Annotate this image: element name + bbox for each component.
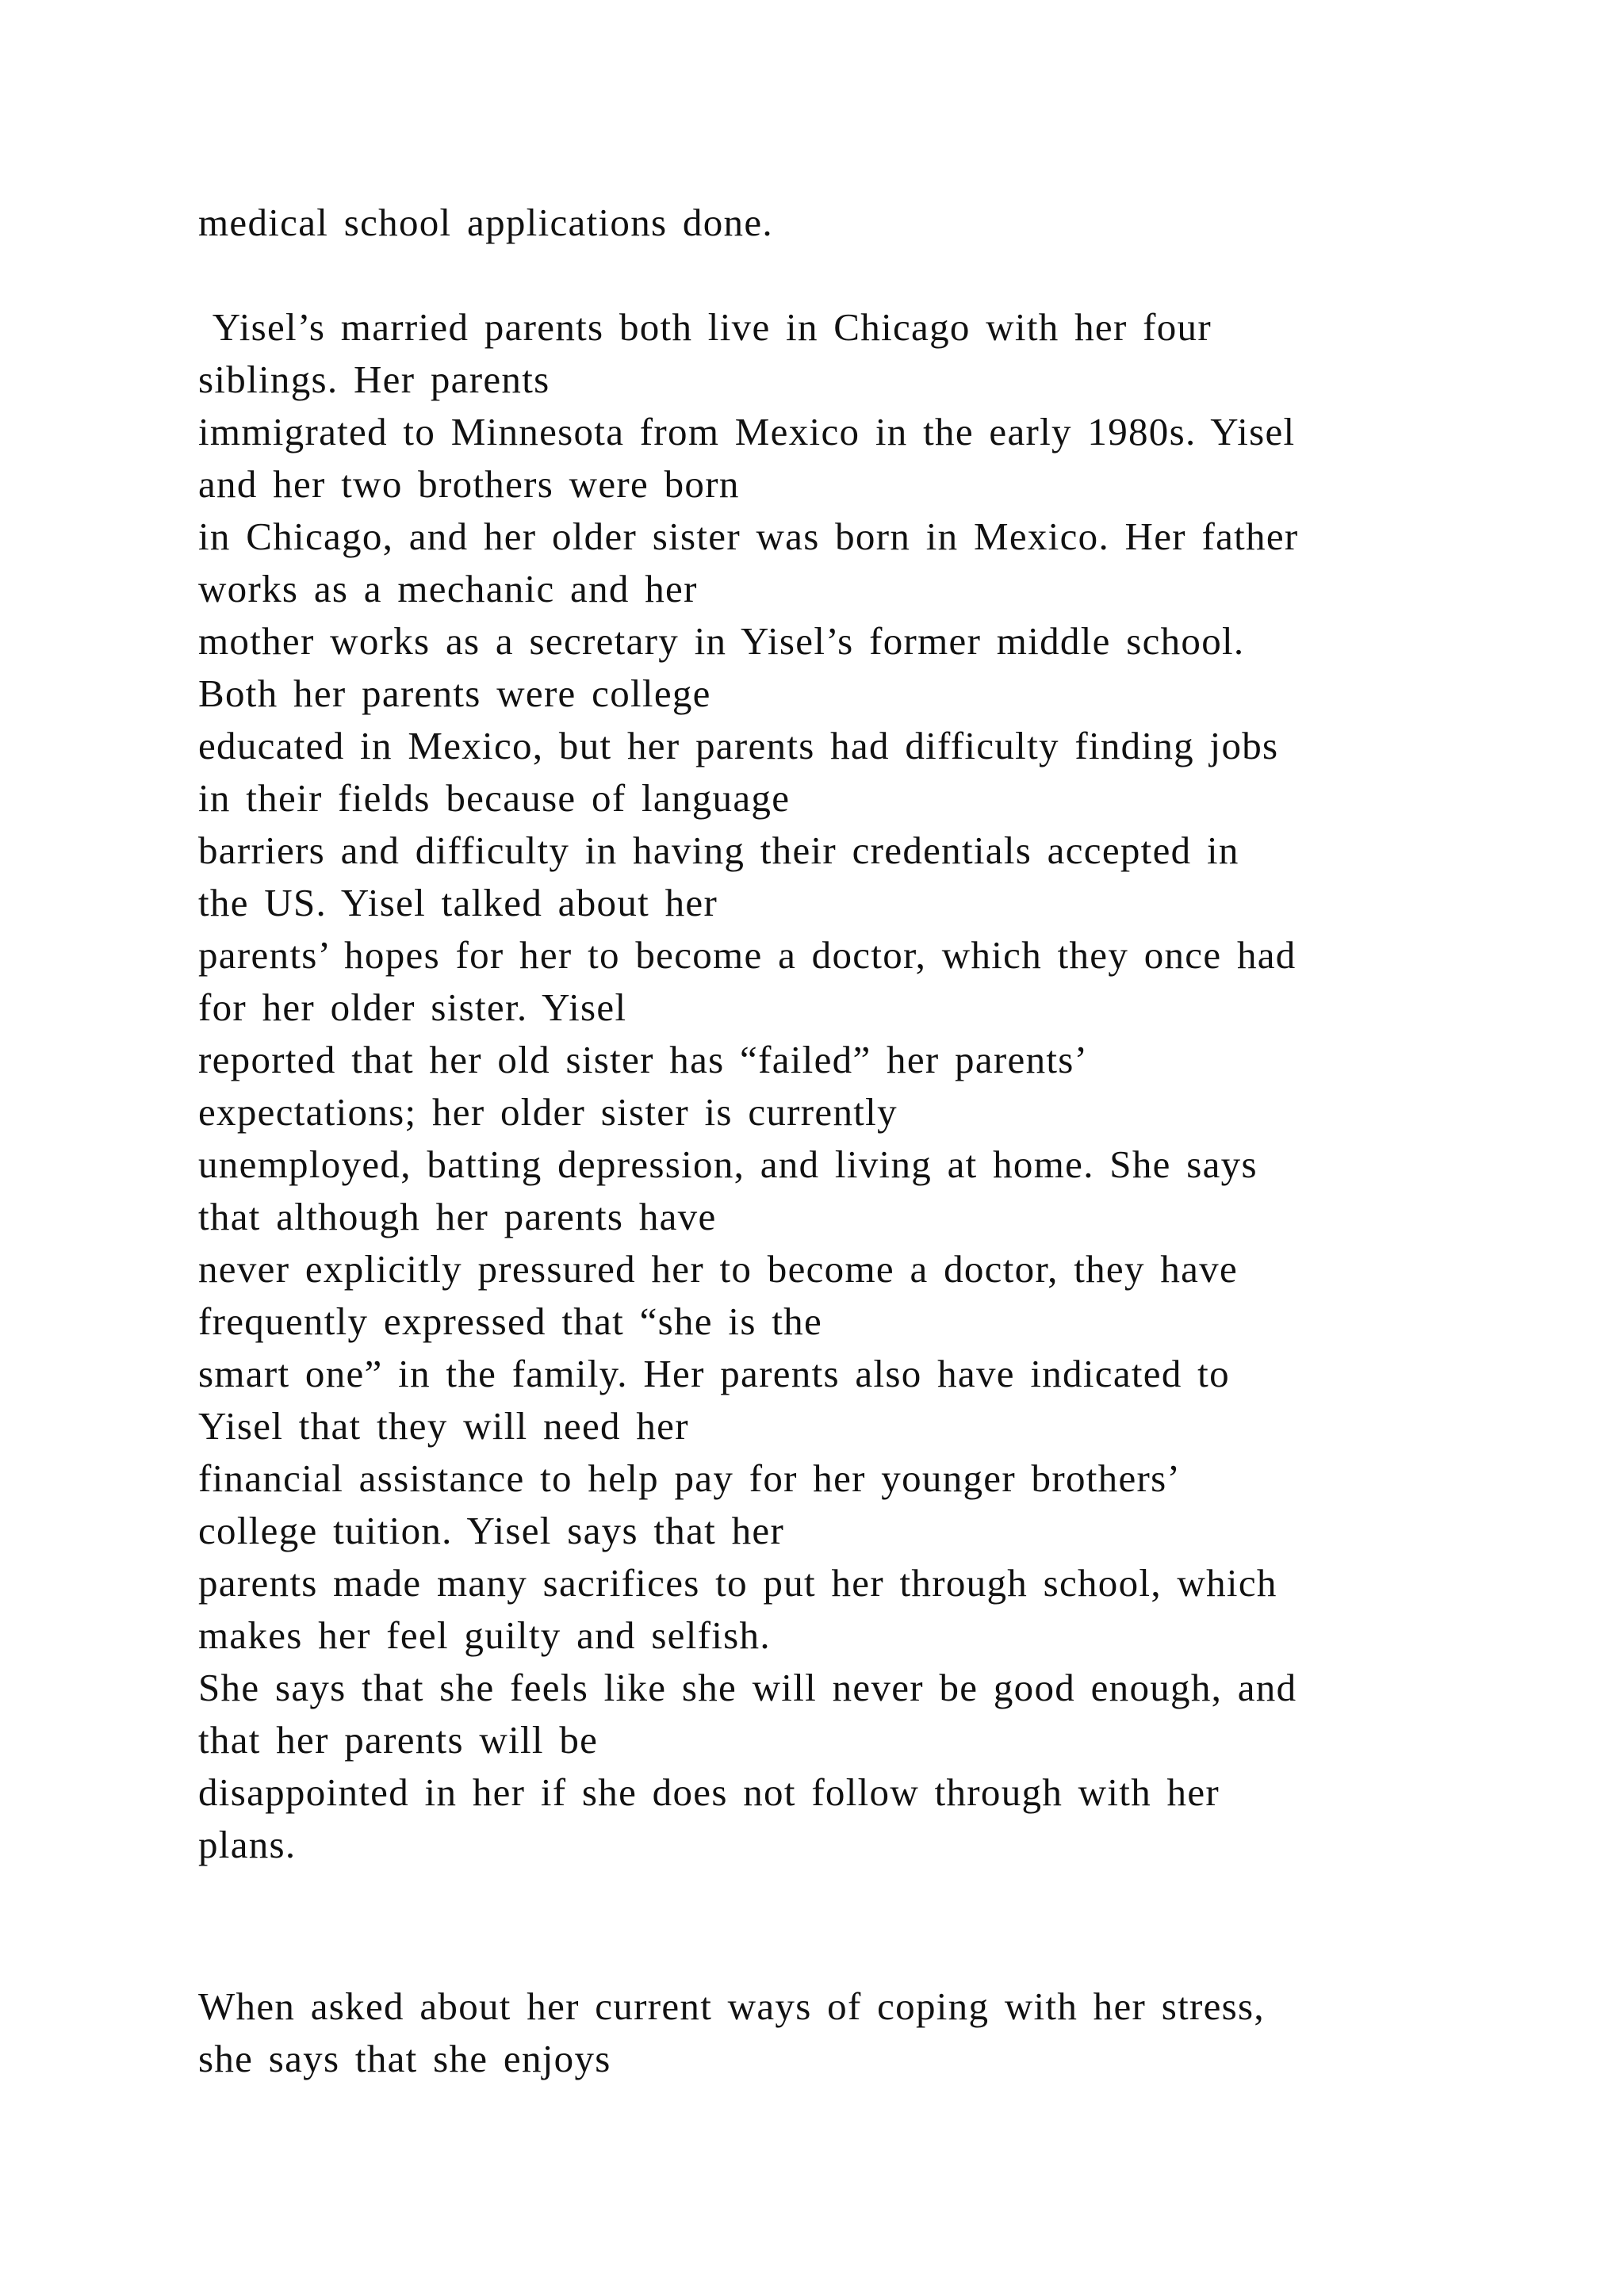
text-line: works as a mechanic and her — [198, 567, 698, 610]
text-line: When asked about her current ways of coping with her stress, — [198, 1984, 1265, 2028]
text-line: reported that her old sister has “failed” her parents’ — [198, 1038, 1089, 1081]
text-line: parents made many sacrifices to put her through school, which — [198, 1561, 1277, 1605]
text-line: Both her parents were college — [198, 672, 711, 715]
text-line: never explicitly pressured her to become a doctor, they have — [198, 1247, 1239, 1291]
text-line: Yisel’s married parents both live in Chicago with her four — [198, 305, 1212, 349]
text-line: Yisel that they will need her — [198, 1404, 689, 1448]
text-line: expectations; her older sister is currently — [198, 1090, 898, 1134]
text-line: the US. Yisel talked about her — [198, 881, 718, 924]
text-line: educated in Mexico, but her parents had difficulty finding jobs — [198, 724, 1279, 767]
text-line: parents’ hopes for her to become a doctor, which they once had — [198, 933, 1297, 977]
text-line: mother works as a secretary in Yisel’s former middle school. — [198, 619, 1245, 663]
text-line: financial assistance to help pay for her younger brothers’ — [198, 1456, 1182, 1500]
text-line: frequently expressed that “she is the — [198, 1299, 822, 1343]
text-line: siblings. Her parents — [198, 358, 550, 401]
text-line: that her parents will be — [198, 1718, 599, 1762]
text-line: unemployed, batting depression, and living at home. She says — [198, 1142, 1258, 1186]
text-line: smart one” in the family. Her parents also have indicated to — [198, 1352, 1230, 1395]
text-line: She says that she feels like she will never be good enough, and — [198, 1666, 1297, 1709]
text-line: makes her feel guilty and selfish. — [198, 1613, 771, 1657]
text-line: medical school applications done. — [198, 201, 773, 244]
text-line: college tuition. Yisel says that her — [198, 1509, 785, 1552]
text-line: immigrated to Minnesota from Mexico in the early 1980s. Yisel — [198, 410, 1296, 453]
text-line: in Chicago, and her older sister was born in Mexico. Her father — [198, 515, 1299, 558]
text-line: and her two brothers were born — [198, 462, 740, 506]
text-line: she says that she enjoys — [198, 2037, 611, 2080]
text-line: in their fields because of language — [198, 776, 791, 820]
text-line: disappointed in her if she does not follow through with her — [198, 1770, 1220, 1814]
text-line: plans. — [198, 1823, 297, 1866]
text-line: for her older sister. Yisel — [198, 985, 627, 1029]
text-line: barriers and difficulty in having their credentials accepted in — [198, 828, 1239, 872]
text-line: that although her parents have — [198, 1195, 717, 1238]
